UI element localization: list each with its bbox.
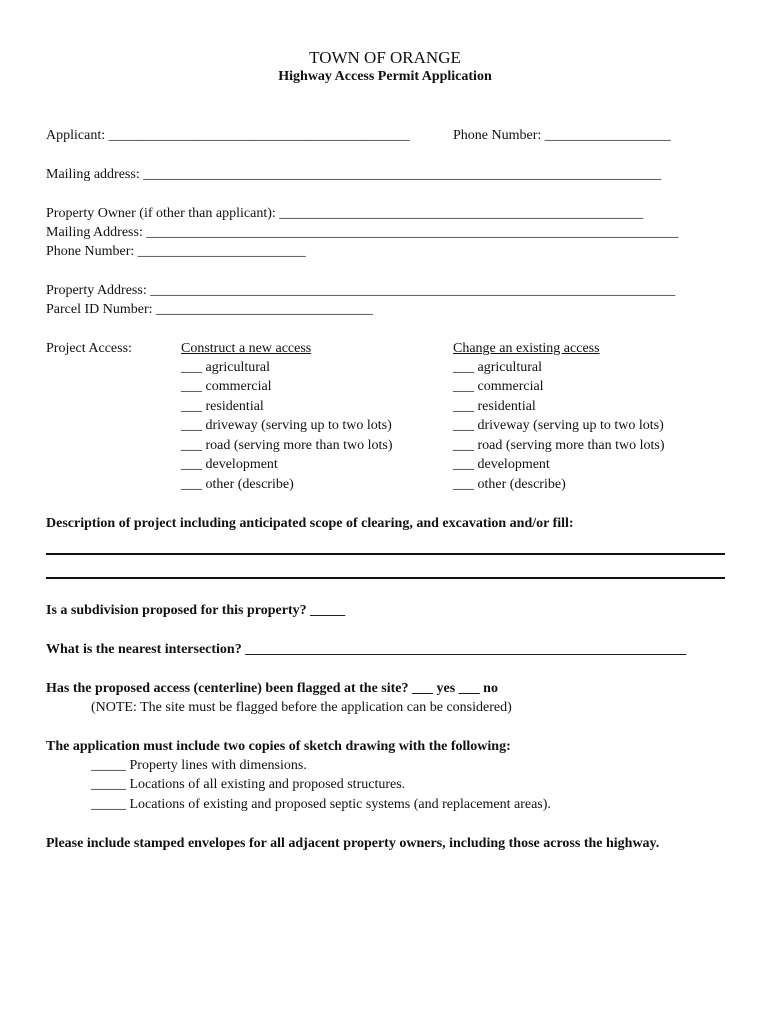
applicant-phone-field[interactable]: Phone Number: __________________ [453, 128, 671, 143]
sketch-item-septic[interactable]: _____ Locations of existing and proposed septic systems (and replacement areas). [91, 797, 551, 812]
parcel-id-field[interactable]: Parcel ID Number: _______________________________ [46, 302, 374, 317]
existing-access-option-driveway[interactable]: ___ driveway (serving up to two lots) [453, 418, 664, 433]
owner-mailing-address-field[interactable]: Mailing Address: ____________________________________________________________________________ [46, 225, 679, 240]
sketch-item-structures[interactable]: _____ Locations of all existing and proposed structures. [91, 777, 406, 792]
sketch-heading: The application must include two copies of sketch drawing with the following: [46, 739, 511, 754]
existing-access-heading: Change an existing access [453, 341, 600, 356]
existing-access-option-commercial[interactable]: ___ commercial [453, 379, 544, 394]
page-title: TOWN OF ORANGE [309, 48, 461, 67]
applicant-field[interactable]: Applicant: ___________________________________________ [46, 128, 410, 143]
mailing-address-field[interactable]: Mailing address: __________________________________________________________________________ [46, 167, 662, 182]
page-subtitle: Highway Access Permit Application [278, 69, 492, 84]
project-access-label: Project Access: [46, 341, 132, 356]
existing-access-option-agricultural[interactable]: ___ agricultural [453, 360, 543, 375]
property-owner-field[interactable]: Property Owner (if other than applicant): ____________________________________________________ [46, 206, 644, 221]
existing-access-option-development[interactable]: ___ development [453, 457, 550, 472]
new-access-option-residential[interactable]: ___ residential [181, 399, 264, 414]
property-address-field[interactable]: Property Address: ___________________________________________________________________________ [46, 283, 676, 298]
flagged-question[interactable]: Has the proposed access (centerline) been flagged at the site? ___ yes ___ no [46, 681, 498, 696]
description-line-1[interactable] [46, 553, 725, 555]
new-access-option-commercial[interactable]: ___ commercial [181, 379, 272, 394]
new-access-heading: Construct a new access [181, 341, 312, 356]
sketch-item-property-lines[interactable]: _____ Property lines with dimensions. [91, 758, 307, 773]
description-label: Description of project including anticipated scope of clearing, and excavation and/or fill: [46, 516, 574, 531]
subdivision-question[interactable]: Is a subdivision proposed for this property? _____ [46, 603, 346, 618]
new-access-option-other[interactable]: ___ other (describe) [181, 477, 294, 492]
owner-phone-field[interactable]: Phone Number: ________________________ [46, 244, 306, 259]
intersection-question[interactable]: What is the nearest intersection? _______________________________________________________________ [46, 642, 687, 657]
description-line-2[interactable] [46, 577, 725, 579]
new-access-option-agricultural[interactable]: ___ agricultural [181, 360, 271, 375]
new-access-option-road[interactable]: ___ road (serving more than two lots) [181, 438, 393, 453]
stamped-envelopes-note: Please include stamped envelopes for all adjacent property owners, including those across the highway. [46, 836, 660, 851]
new-access-option-development[interactable]: ___ development [181, 457, 278, 472]
existing-access-option-other[interactable]: ___ other (describe) [453, 477, 566, 492]
flagged-note: (NOTE: The site must be flagged before the application can be considered) [91, 700, 512, 715]
new-access-option-driveway[interactable]: ___ driveway (serving up to two lots) [181, 418, 392, 433]
existing-access-option-residential[interactable]: ___ residential [453, 399, 536, 414]
existing-access-option-road[interactable]: ___ road (serving more than two lots) [453, 438, 665, 453]
